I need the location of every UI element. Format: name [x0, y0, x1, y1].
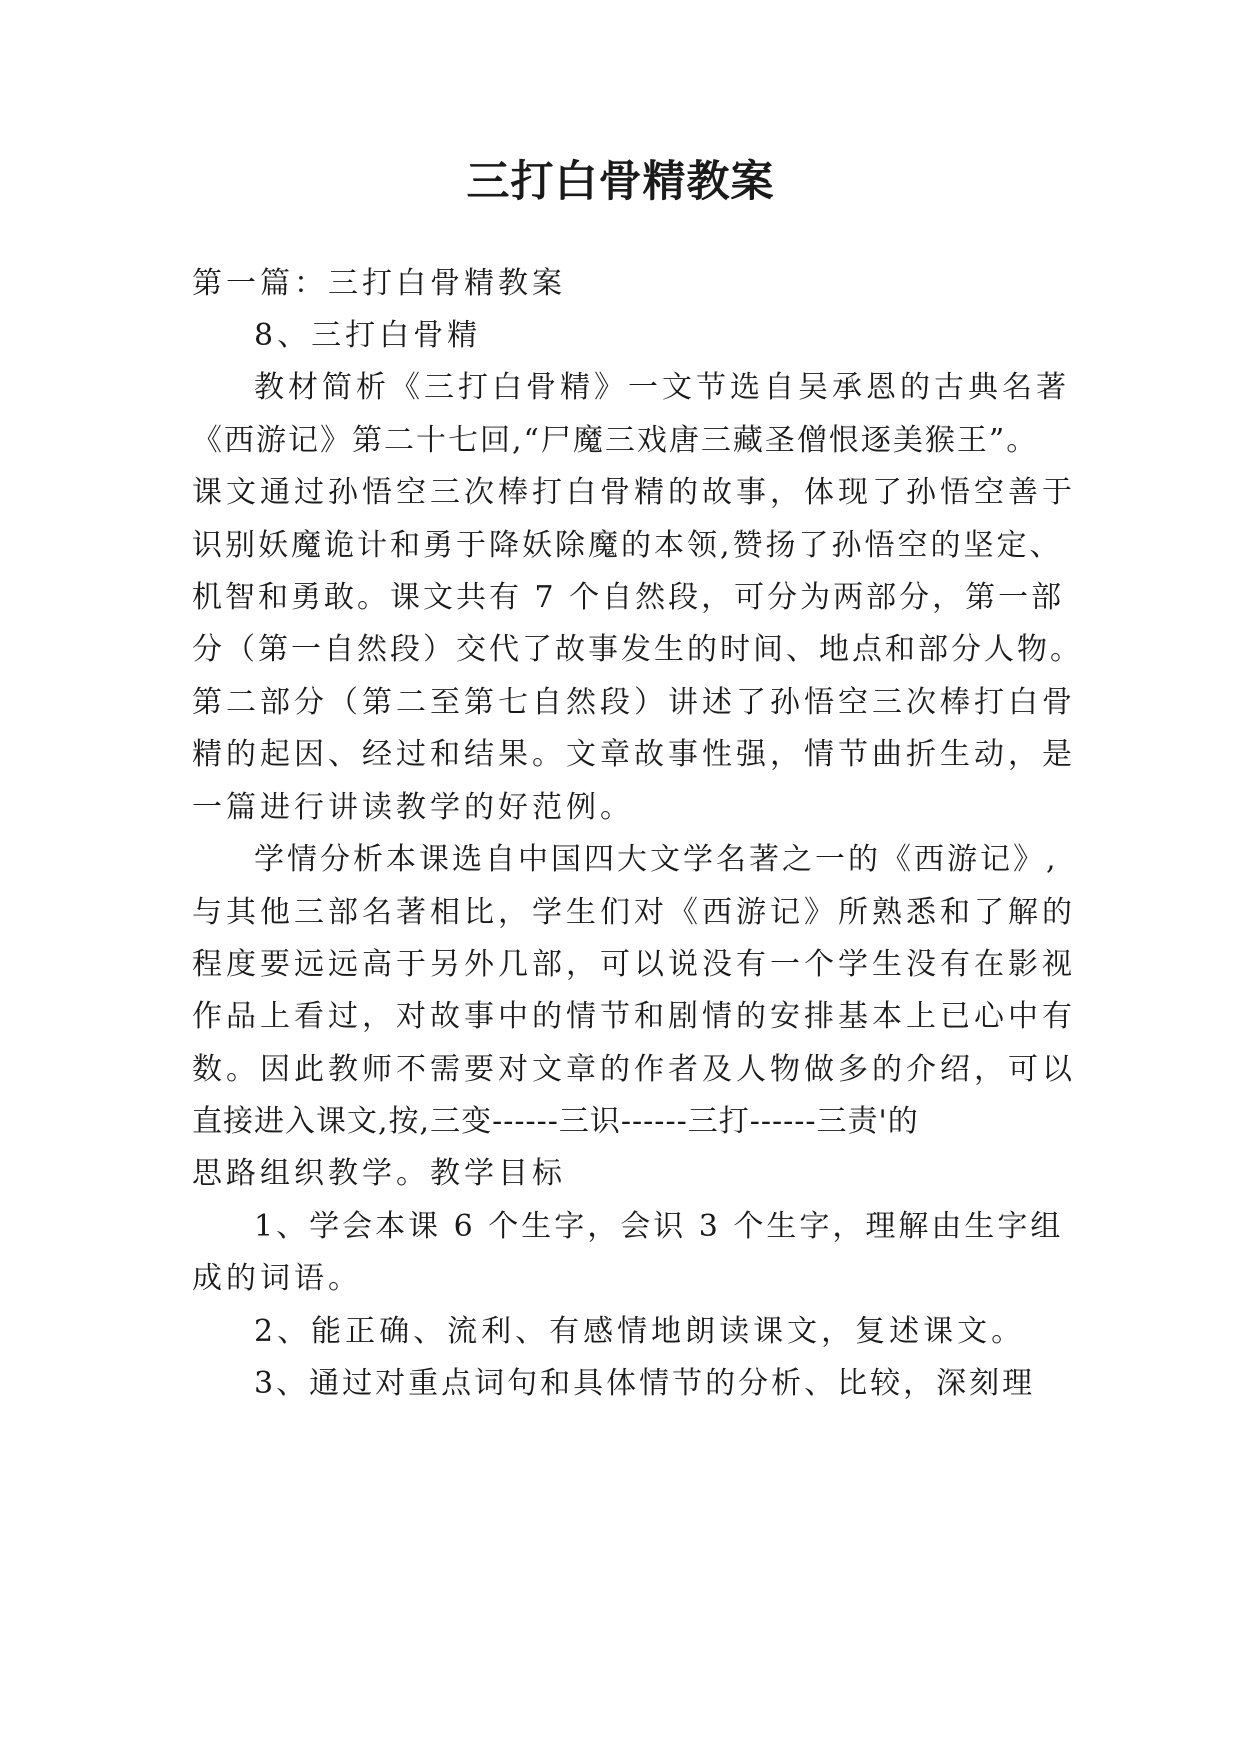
- text-line: 《西游记》第二十七回,“尸魔三戏唐三藏圣僧恨逐美猴王”。: [192, 423, 1039, 458]
- text-line: 第二部分（第二至第七自然段）讲述了孙悟空三次棒打白骨: [192, 685, 1076, 720]
- text-line: 机智和勇敢。课文共有 7 个自然段，可分为两部分，第一部: [192, 580, 1065, 615]
- text-line: 成的词语。: [192, 1261, 362, 1296]
- text-line: 分（第一自然段）交代了故事发生的时间、地点和部分人物。: [192, 632, 1083, 667]
- text-line: 课文通过孙悟空三次棒打白骨精的故事，体现了孙悟空善于: [192, 475, 1076, 510]
- text-line: 1、学会本课 6 个生字，会识 3 个生字，理解由生字组: [254, 1209, 1064, 1244]
- text-line: 直接进入课文,按,三变------三识------三打------三责'的: [192, 1104, 919, 1139]
- text-line: 第一篇：三打白骨精教案: [192, 266, 566, 301]
- text-line: 2、能正确、流利、有感情地朗读课文，复述课文。: [254, 1314, 1026, 1349]
- document-title: 三打白骨精教案: [466, 157, 775, 207]
- text-line: 数。因此教师不需要对文章的作者及人物做多的介绍，可以: [192, 1052, 1076, 1087]
- text-line: 3、通过对重点词句和具体情节的分析、比较，深刻理: [254, 1366, 1036, 1401]
- text-line: 教材简析《三打白骨精》一文节选自吴承恩的古典名著: [254, 370, 1070, 405]
- text-line: 一篇进行讲读教学的好范例。: [192, 790, 634, 825]
- text-line: 与其他三部名著相比，学生们对《西游记》所熟悉和了解的: [192, 895, 1076, 930]
- text-line: 识别妖魔诡计和勇于降妖除魔的本领,赞扬了孙悟空的坚定、: [192, 528, 1063, 563]
- text-line: 精的起因、经过和结果。文章故事性强，情节曲折生动，是: [192, 737, 1076, 772]
- text-line: 8、三打白骨精: [254, 318, 482, 353]
- text-line: 程度要远远高于另外几部，可以说没有一个学生没有在影视: [192, 947, 1076, 982]
- text-line: 学情分析本课选自中国四大文学名著之一的《西游记》,: [254, 842, 1059, 877]
- text-line: 作品上看过，对故事中的情节和剧情的安排基本上已心中有: [192, 999, 1076, 1034]
- text-line: 思路组织教学。教学目标: [192, 1156, 566, 1191]
